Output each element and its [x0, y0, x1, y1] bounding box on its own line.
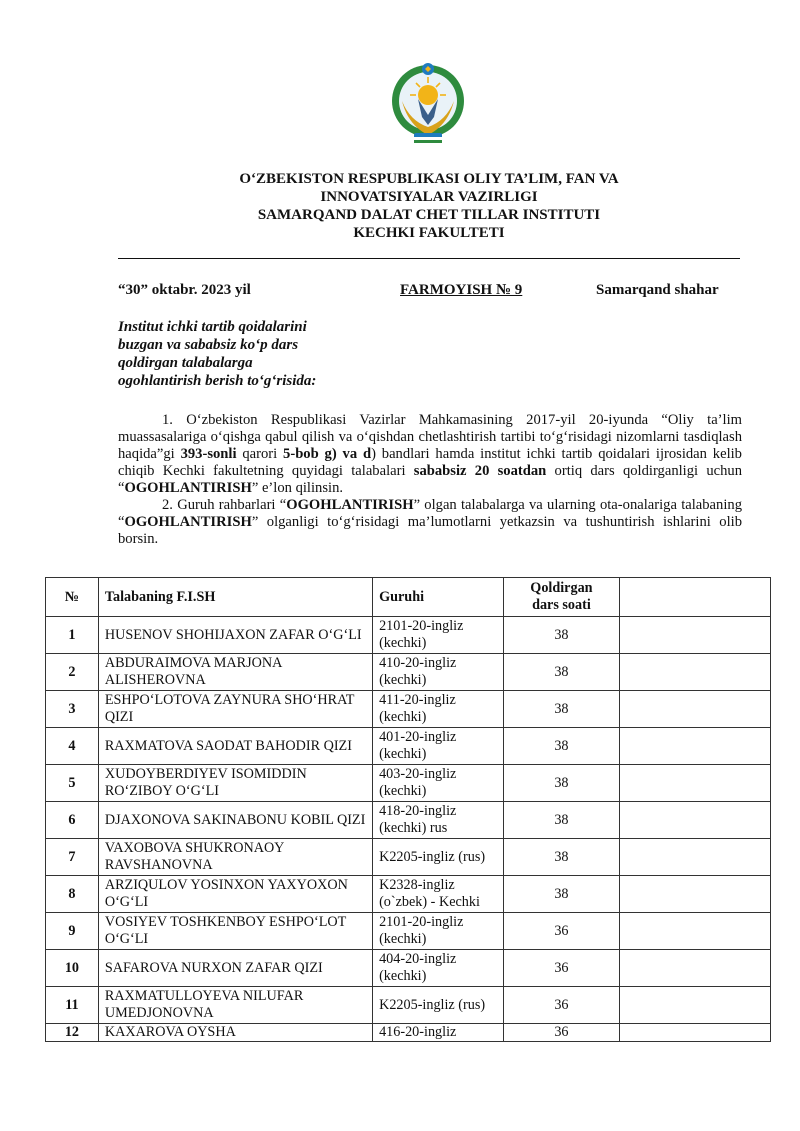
students-table — [45, 577, 771, 1042]
student-name: DJAXONOVA SAKINABONU KOBIL QIZI — [98, 802, 372, 839]
table-row — [46, 950, 771, 987]
missed-hours: 38 — [504, 654, 620, 691]
student-group: 418-20-ingliz (kechki) rus — [373, 802, 504, 839]
blank-cell — [619, 839, 770, 876]
student-group: 401-20-ingliz (kechki) — [373, 728, 504, 765]
order-date: “30” oktabr. 2023 yil — [118, 282, 251, 298]
row-number: 12 — [46, 1024, 99, 1042]
text-run: 5-bob g) va d — [283, 446, 372, 462]
institution-header — [0, 170, 800, 242]
student-group: 410-20-ingliz (kechki) — [373, 654, 504, 691]
student-name: VOSIYEV TOSHKENBOY ESHPO‘LOT O‘G‘LI — [98, 913, 372, 950]
text-run: 393-sonli — [180, 446, 237, 462]
blank-cell — [619, 654, 770, 691]
student-group: K2205-ingliz (rus) — [373, 987, 504, 1024]
student-group: 411-20-ingliz (kechki) — [373, 691, 504, 728]
table-row — [46, 654, 771, 691]
blank-cell — [619, 876, 770, 913]
missed-hours: 36 — [504, 913, 620, 950]
paragraph-2 — [118, 497, 742, 548]
blank-cell — [619, 950, 770, 987]
text-run: ortiq dars qoldirganligi uchun “ — [118, 463, 742, 496]
table-row — [46, 913, 771, 950]
table-row — [46, 802, 771, 839]
text-run: 2. Guruh rahbarlari “ — [162, 497, 287, 513]
text-run: ” e’lon qilinsin. — [251, 480, 344, 496]
table-header-row — [46, 578, 771, 617]
student-group: K2205-ingliz (rus) — [373, 839, 504, 876]
text-run: sababsiz 20 soatdan — [413, 463, 547, 479]
missed-hours: 36 — [504, 950, 620, 987]
header-divider — [118, 258, 740, 259]
row-number: 5 — [46, 765, 99, 802]
missed-hours: 36 — [504, 987, 620, 1024]
col-header-number: № — [46, 578, 99, 617]
row-number: 10 — [46, 950, 99, 987]
row-number: 8 — [46, 876, 99, 913]
header-line: O‘ZBEKISTON RESPUBLIKASI OLIY TA’LIM, FAN VA — [239, 171, 619, 187]
text-run: OGOHLANTIRISH — [286, 497, 414, 513]
order-subject — [118, 318, 378, 390]
student-name: VAXOBOVA SHUKRONAOY RAVSHANOVNA — [98, 839, 372, 876]
table-row — [46, 987, 771, 1024]
student-group: 404-20-ingliz (kechki) — [373, 950, 504, 987]
table-row — [46, 765, 771, 802]
order-city: Samarqand shahar — [596, 282, 719, 298]
missed-hours: 38 — [504, 728, 620, 765]
blank-cell — [619, 802, 770, 839]
blank-cell — [619, 728, 770, 765]
blank-cell — [619, 1024, 770, 1042]
student-name: XUDOYBERDIYEV ISOMIDDIN RO‘ZIBOY O‘G‘LI — [98, 765, 372, 802]
student-group: 403-20-ingliz (kechki) — [373, 765, 504, 802]
missed-hours: 38 — [504, 839, 620, 876]
col-header-hours — [504, 578, 620, 617]
row-number: 7 — [46, 839, 99, 876]
text-run: ) bandlari hamda institut ichki tartib qoidalari ijrosidan kelib chiqib Kechki fakultetning quyidagi talabalari — [118, 446, 742, 479]
order-body — [118, 412, 742, 548]
state-emblem-icon — [388, 55, 468, 155]
student-name: ABDURAIMOVA MARJONA ALISHEROVNA — [98, 654, 372, 691]
text-run: 1. O‘zbekiston Respublikasi Vazirlar Mahkamasining 2017-yil 20-iyunda “Oliy ta’lim muassasalariga o‘qishga qabul qilish va o‘qishdan chetlashtirish tartibi to‘g‘risidagi nizomlarni tasdiqlash haqida”gi — [118, 412, 742, 462]
row-number: 11 — [46, 987, 99, 1024]
text-run: qarori — [236, 446, 284, 462]
student-group: 416-20-ingliz — [373, 1024, 504, 1042]
col-header-name: Talabaning F.I.SH — [98, 578, 372, 617]
header-line: SAMARQAND DALAT CHET TILLAR INSTITUTI — [257, 207, 601, 223]
row-number: 2 — [46, 654, 99, 691]
student-group: 2101-20-ingliz (kechki) — [373, 913, 504, 950]
header-line: INNOVATSIYALAR VAZIRLIGI — [320, 189, 538, 205]
blank-cell — [619, 987, 770, 1024]
subject-line: buzgan va sababsiz ko‘p dars — [118, 337, 299, 353]
missed-hours: 38 — [504, 691, 620, 728]
missed-hours: 38 — [504, 617, 620, 654]
student-name: RAXMATOVA SAODAT BAHODIR QIZI — [98, 728, 372, 765]
student-name: ARZIQULOV YOSINXON YAXYOXON O‘G‘LI — [98, 876, 372, 913]
table-row — [46, 728, 771, 765]
text-run: ” olganligi to‘g‘risidagi ma’lumotlarni yetkazsin va tushuntirish ishlarini olib borsin. — [118, 514, 742, 547]
text-run: ” olgan talabalarga va ularning ota-onalariga talabaning “ — [118, 497, 742, 530]
subject-line: qoldirgan talabalarga — [118, 355, 253, 371]
subject-line: ogohlantirish berish to‘g‘risida: — [118, 373, 317, 389]
student-name: SAFAROVA NURXON ZAFAR QIZI — [98, 950, 372, 987]
paragraph-1 — [118, 412, 742, 497]
missed-hours: 38 — [504, 876, 620, 913]
blank-cell — [619, 691, 770, 728]
col-header-hours-line: dars soati — [532, 597, 591, 613]
row-number: 3 — [46, 691, 99, 728]
blank-cell — [619, 913, 770, 950]
row-number: 6 — [46, 802, 99, 839]
table-row — [46, 691, 771, 728]
row-number: 1 — [46, 617, 99, 654]
student-group: 2101-20-ingliz (kechki) — [373, 617, 504, 654]
header-line: KECHKI FAKULTETI — [353, 225, 505, 241]
blank-cell — [619, 765, 770, 802]
student-group: K2328-ingliz (o`zbek) - Kechki — [373, 876, 504, 913]
col-header-blank — [619, 578, 770, 617]
col-header-hours-line: Qoldirgan — [530, 580, 593, 596]
blank-cell — [619, 617, 770, 654]
text-run: OGOHLANTIRISH — [124, 514, 252, 530]
table-row — [46, 1024, 771, 1042]
student-name: RAXMATULLOYEVA NILUFAR UMEDJONOVNA — [98, 987, 372, 1024]
row-number: 9 — [46, 913, 99, 950]
text-run: OGOHLANTIRISH — [124, 480, 252, 496]
row-number: 4 — [46, 728, 99, 765]
missed-hours: 38 — [504, 802, 620, 839]
table-row — [46, 876, 771, 913]
col-header-group: Guruhi — [373, 578, 504, 617]
order-number: FARMOYISH № 9 — [400, 282, 523, 298]
missed-hours: 36 — [504, 1024, 620, 1042]
table-row — [46, 839, 771, 876]
student-name: ESHPO‘LOTOVA ZAYNURA SHO‘HRAT QIZI — [98, 691, 372, 728]
student-name: HUSENOV SHOHIJAXON ZAFAR O‘G‘LI — [98, 617, 372, 654]
missed-hours: 38 — [504, 765, 620, 802]
table-row — [46, 617, 771, 654]
subject-line: Institut ichki tartib qoidalarini — [118, 319, 307, 335]
student-name: KAXAROVA OYSHA — [98, 1024, 372, 1042]
